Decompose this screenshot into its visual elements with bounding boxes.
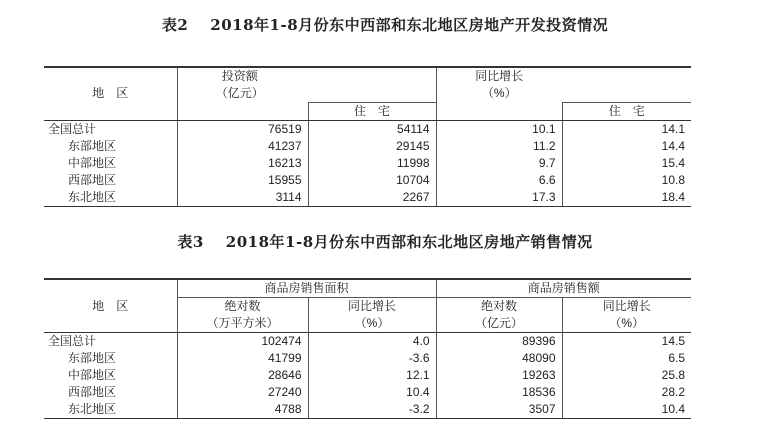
table2-header-spacer [308,67,436,102]
row-value-cell: 89396 [436,333,562,351]
table2-header-blank [177,102,308,120]
row-region-cell: 全国总计 [44,120,177,138]
row-value-cell: 102474 [177,333,308,351]
table-row [44,138,691,155]
row-value-cell: 6.6 [436,172,562,189]
row-value-cell: 41237 [177,138,308,155]
row-value-cell: 41799 [177,350,308,367]
table2-header-yoy: 同比增长 （%） [436,67,562,102]
table-row [44,120,691,138]
table-row [44,333,691,351]
row-region-cell: 全国总计 [44,333,177,351]
row-value-cell: 28646 [177,367,308,384]
row-value-cell: 11998 [308,155,436,172]
table3-header-region: 地 区 [44,279,177,333]
row-value-cell: 12.1 [308,367,436,384]
row-value-cell: 29145 [308,138,436,155]
row-value-cell: 15.4 [661,155,685,170]
table2-header-blank-2 [436,102,562,120]
table2-header-yoy-residential: 住 宅 [562,102,691,120]
table-row [44,350,691,367]
table3-header-area-group: 商品房销售面积 [177,279,436,298]
table3-header-sales-yoy: 同比增长 （%） [562,298,691,333]
table3-label: 表3 [177,233,204,251]
table-row [44,384,691,401]
table2-heading: 2018年1-8月份东中西部和东北地区房地产开发投资情况 [210,16,609,34]
table3-header-sales-abs: 绝对数 （亿元） [436,298,562,333]
table3-header-sales-group: 商品房销售额 [436,279,691,298]
row-value-cell: -3.6 [308,350,436,367]
row-value-cell: 9.7 [436,155,562,172]
row-region-cell: 东部地区 [44,138,177,155]
row-value-cell: 10.4 [308,384,436,401]
row-region-cell: 东北地区 [44,189,177,207]
row-value-cell: 16213 [177,155,308,172]
row-value-cell: 3507 [436,401,562,419]
table2-header-region: 地 区 [44,67,177,120]
table3-header-area-yoy: 同比增长 （%） [308,298,436,333]
row-value-cell: 27240 [177,384,308,401]
table3-header-area-abs: 绝对数 （万平方米） [177,298,308,333]
table-row [44,401,691,419]
sales-table [44,278,691,419]
row-region-cell: 东部地区 [44,350,177,367]
table2-header-spacer-2 [562,67,691,102]
table-row [44,189,691,207]
row-value-cell: 17.3 [436,189,562,207]
table2-label: 表2 [161,16,189,34]
row-value-cell: 14.1 [661,121,685,136]
row-value-cell: 25.8 [661,368,685,382]
row-value-cell: 48090 [436,350,562,367]
row-value-cell: 14.4 [661,138,685,153]
row-value-cell: 4.0 [308,333,436,351]
table2-header-residential: 住 宅 [308,102,436,120]
table-row [44,172,691,189]
row-value-cell: 18.4 [562,189,691,207]
row-value-cell: 10.4 [562,401,691,419]
row-value-cell: 14.5 [661,334,685,348]
row-value-cell: 10704 [308,172,436,189]
row-region-cell: 西部地区 [44,172,177,189]
table-row [44,367,691,384]
row-value-cell: 10.8 [661,172,685,187]
row-value-cell: 28.2 [661,385,685,399]
table3-title [0,231,770,252]
row-value-cell: 4788 [177,401,308,419]
row-value-cell: 10.1 [436,120,562,138]
row-value-cell: 3114 [177,189,308,207]
row-value-cell: 19263 [436,367,562,384]
row-value-cell: -3.2 [308,401,436,419]
row-value-cell: 15955 [177,172,308,189]
row-value-cell: 18536 [436,384,562,401]
investment-table [44,66,691,207]
row-region-cell: 西部地区 [44,384,177,401]
table-row [44,155,691,172]
row-value-cell: 54114 [308,120,436,138]
row-region-cell: 中部地区 [44,367,177,384]
table3-heading: 2018年1-8月份东中西部和东北地区房地产销售情况 [225,233,593,251]
row-value-cell: 2267 [308,189,436,207]
row-region-cell: 东北地区 [44,401,177,419]
table2-title [0,14,770,35]
row-value-cell: 6.5 [668,351,685,365]
table2-header-investment: 投资额 （亿元） [177,67,308,102]
row-region-cell: 中部地区 [44,155,177,172]
row-value-cell: 11.2 [436,138,562,155]
row-value-cell: 76519 [177,120,308,138]
